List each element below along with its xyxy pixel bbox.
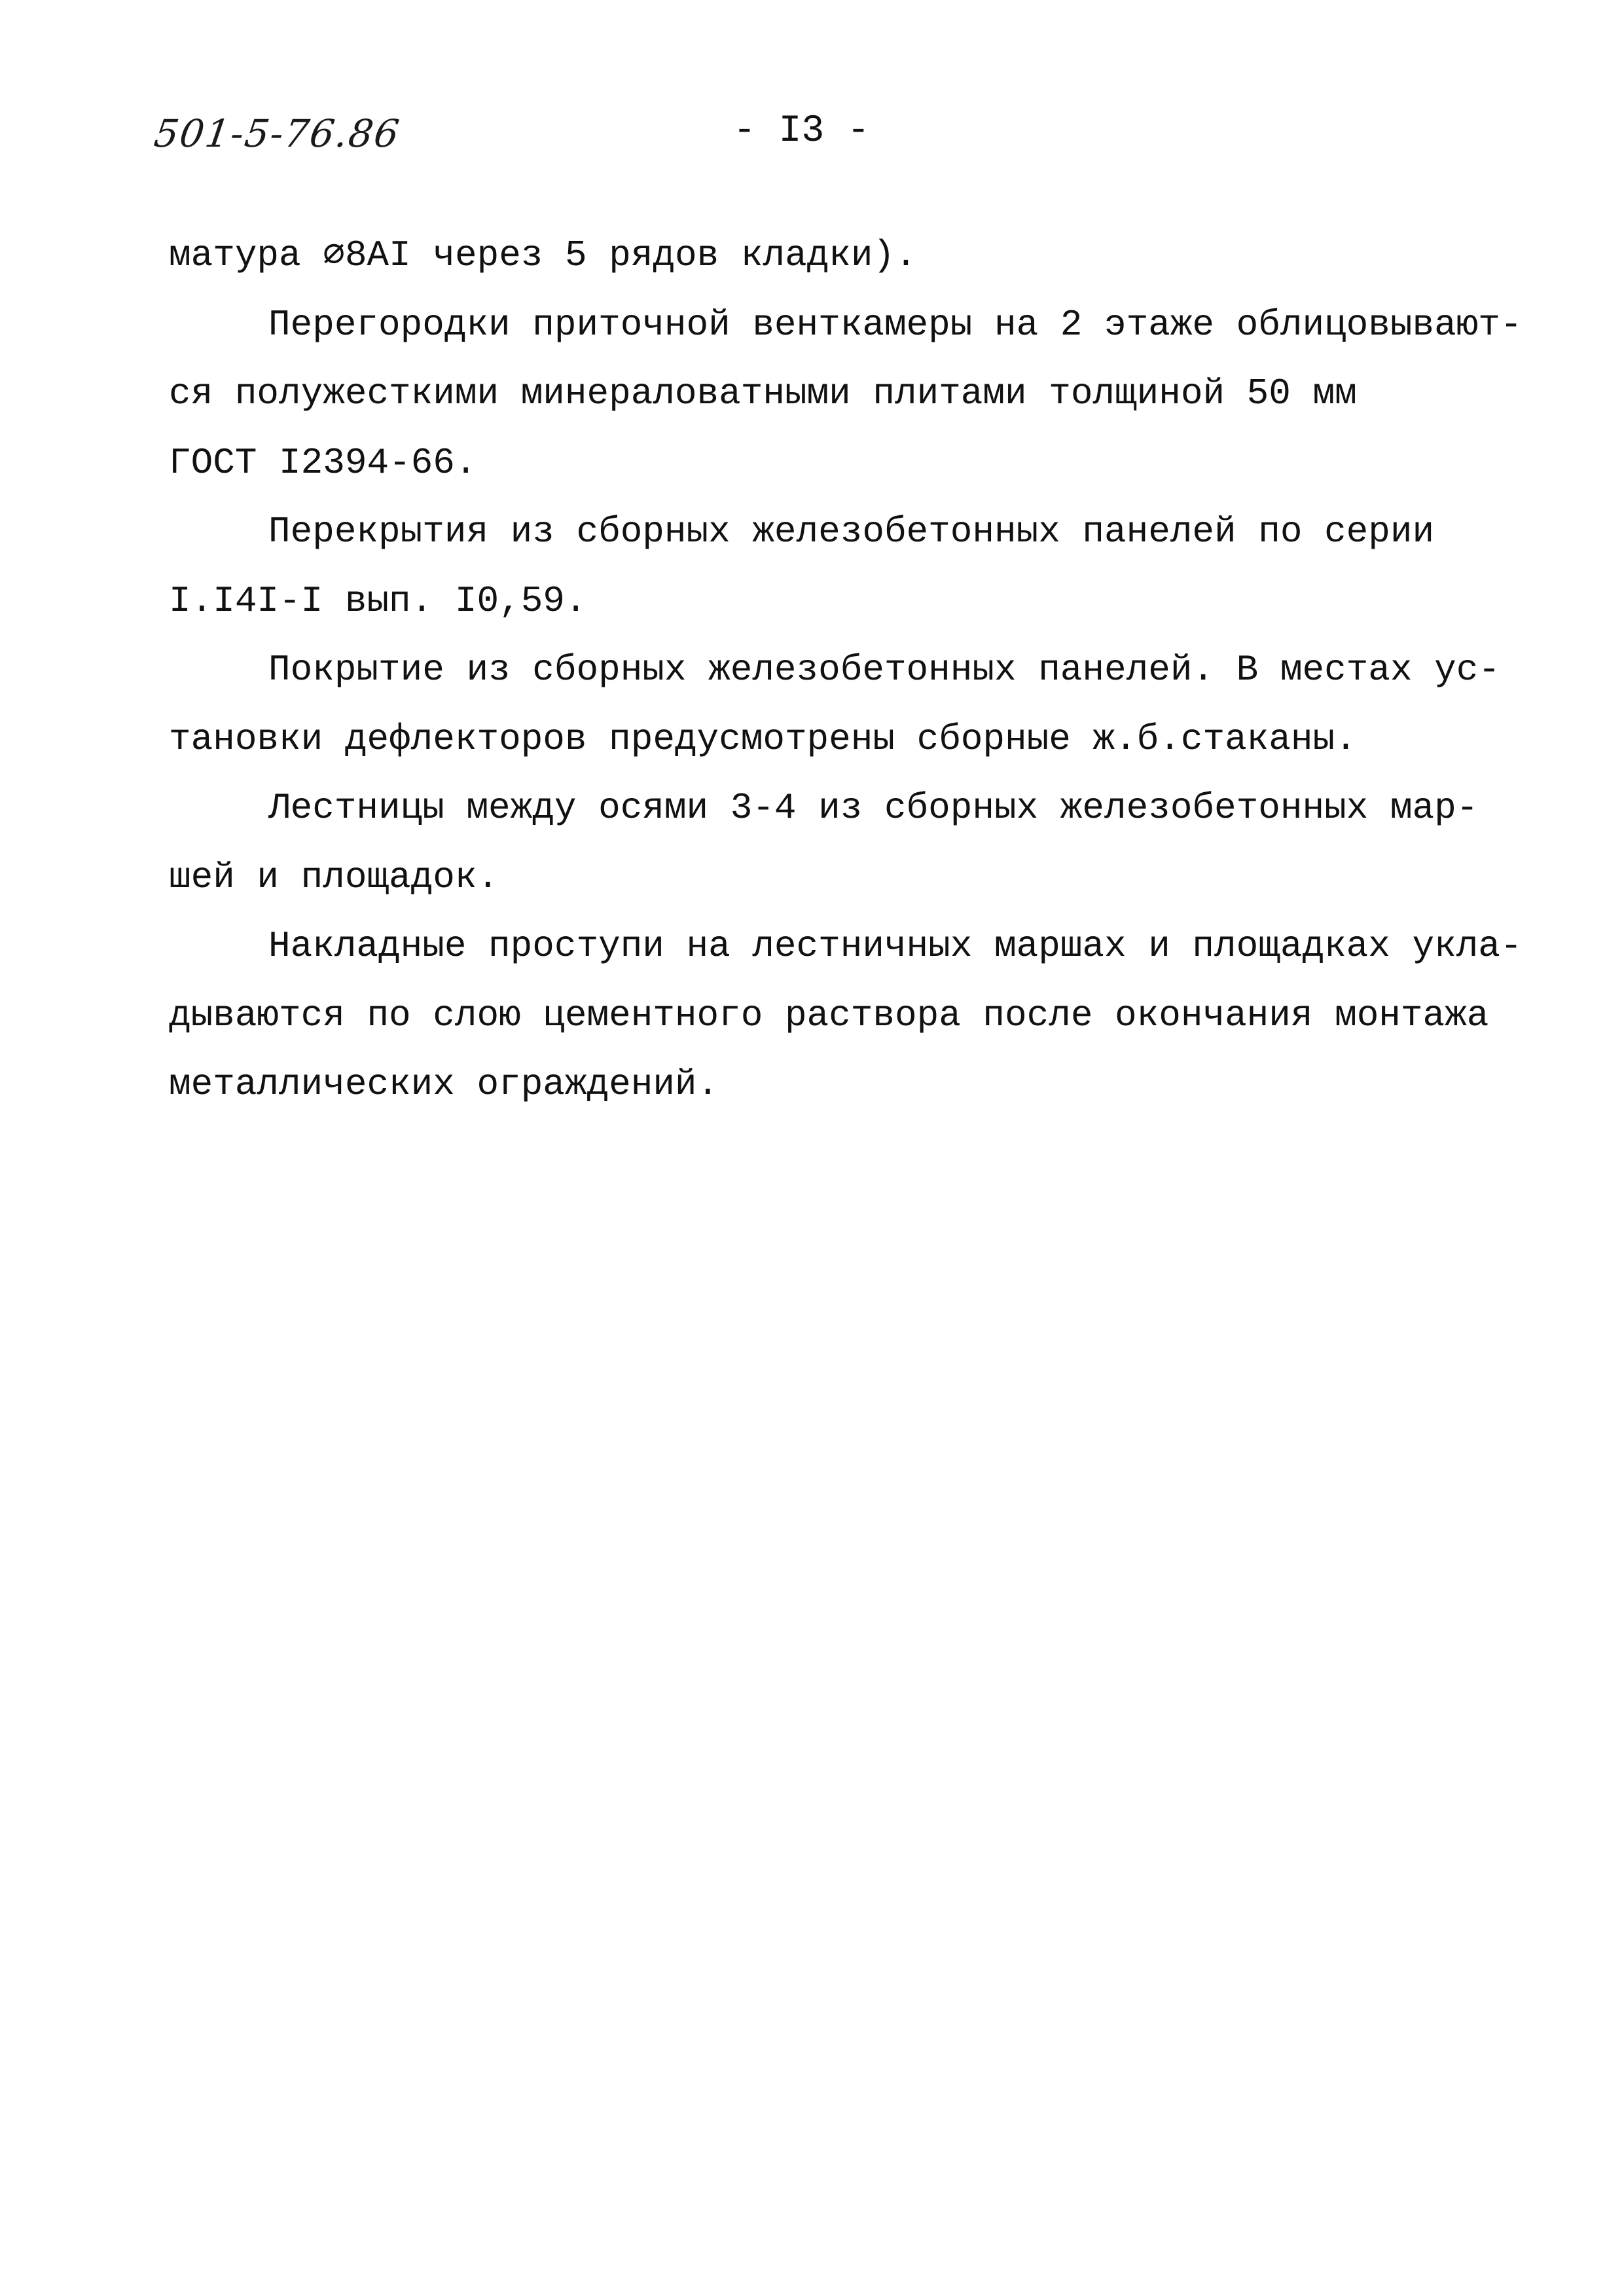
body-text xyxy=(169,221,1523,1120)
document-code: 501-5-76.86 xyxy=(151,111,403,156)
paragraph xyxy=(169,912,1523,1120)
text-line: I.I4I-I вып. I0,59. xyxy=(169,579,587,622)
text-line: матура ∅8AI через 5 рядов кладки). xyxy=(169,234,917,276)
text-line: дываются по слою цементного раствора после окончания монтажа xyxy=(169,994,1489,1036)
paragraph xyxy=(169,636,1504,774)
text-line: ся полужесткими минераловатными плитами толщиной 50 мм xyxy=(169,373,1357,414)
paragraph xyxy=(169,221,1504,291)
text-line: Перекрытия из сборных железобетонных панелей по серии xyxy=(268,511,1435,553)
page-number: - I3 - xyxy=(733,110,870,153)
text-line: тановки дефлекторов предусмотрены сборные ж.б.стаканы. xyxy=(169,718,1357,760)
text-line: шей и площадок. xyxy=(169,856,499,898)
text-line: Перегородки приточной венткамеры на 2 этаже облицовывают- xyxy=(268,303,1523,346)
text-line: Накладные проступи на лестничных маршах и площадках укла- xyxy=(268,925,1523,967)
text-line: Лестницы между осями 3-4 из сборных железобетонных мар- xyxy=(268,787,1479,829)
text-line: ГОСТ I2394-66. xyxy=(169,441,477,484)
paragraph xyxy=(169,291,1523,498)
paragraph xyxy=(169,774,1504,912)
text-line: металлических ограждений. xyxy=(169,1063,719,1105)
paragraph xyxy=(169,498,1504,636)
text-line: Покрытие из сборных железобетонных панелей. В местах ус- xyxy=(268,649,1500,691)
